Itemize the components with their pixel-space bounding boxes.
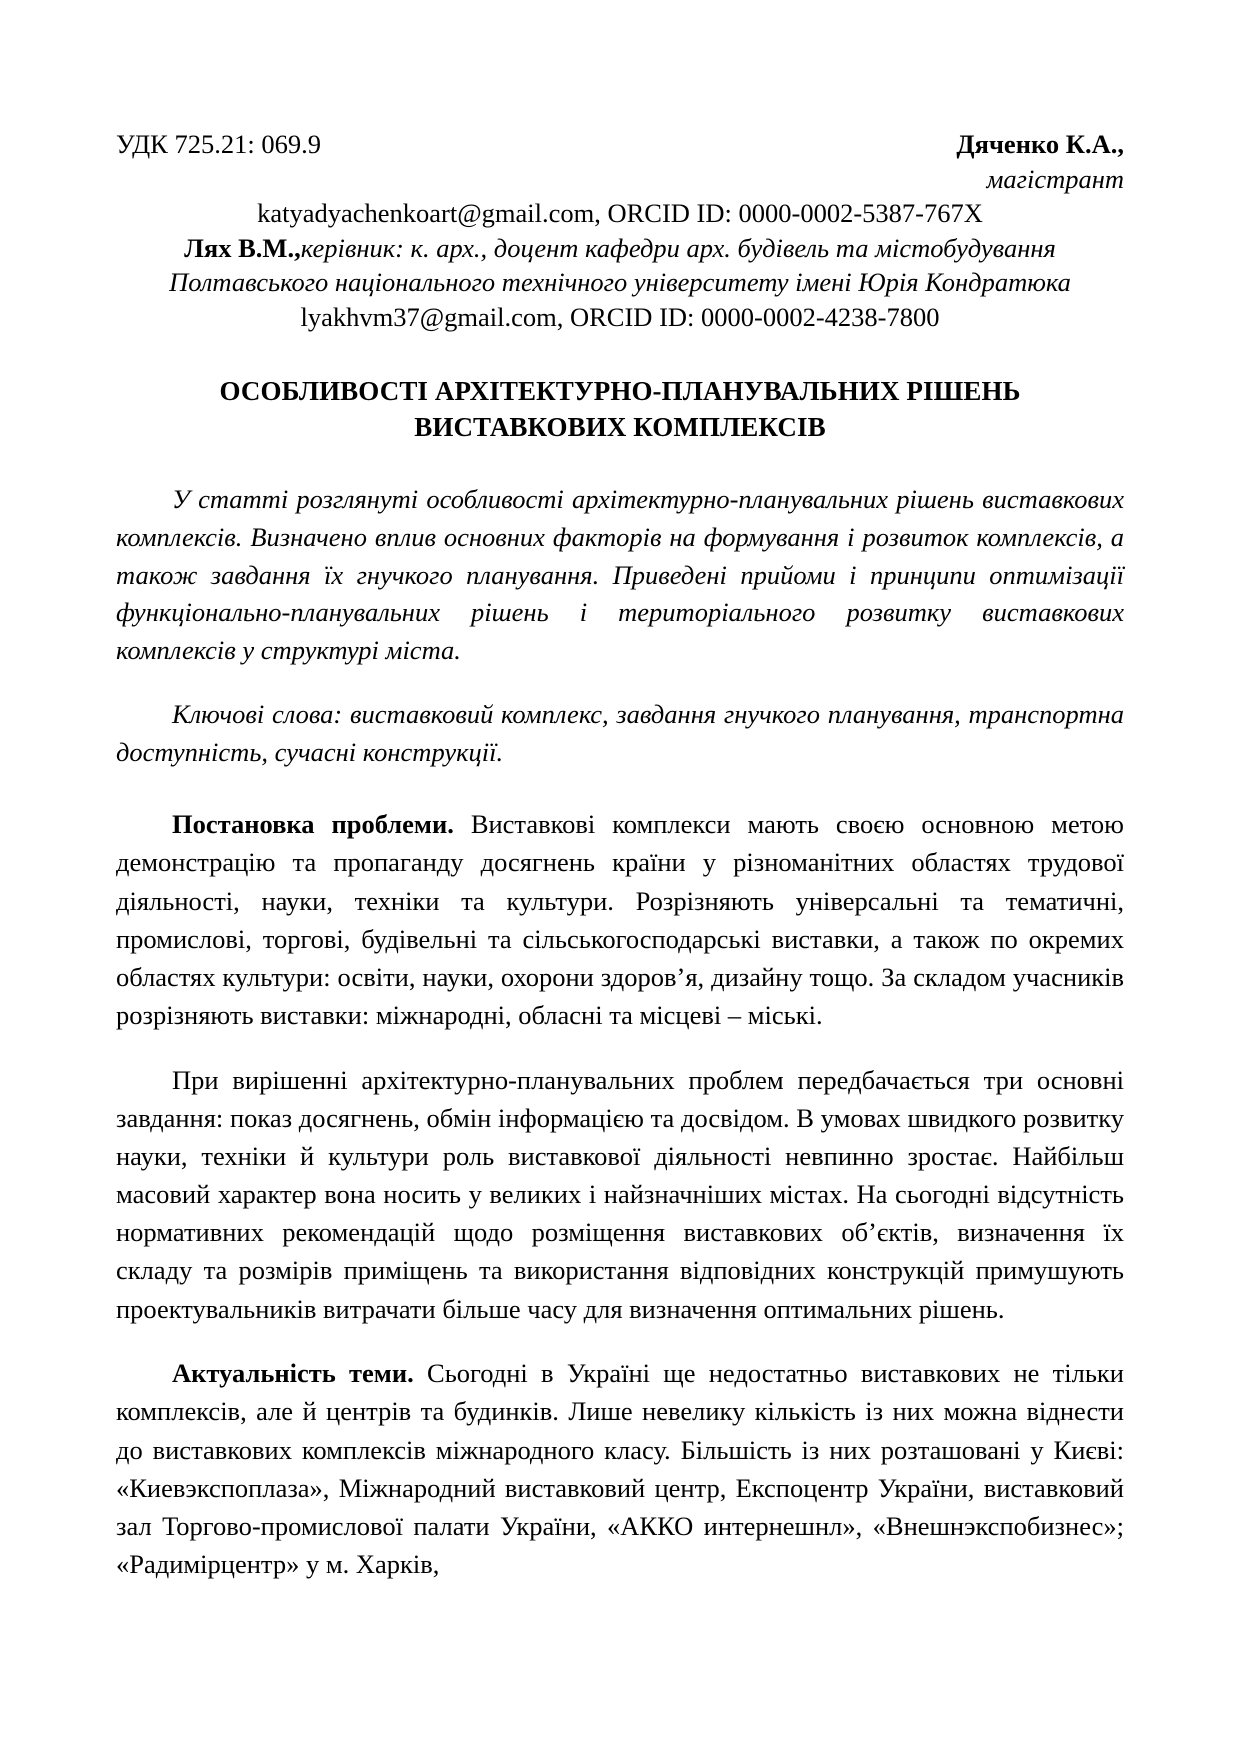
abstract-text: У статті розглянуті особливості архітектурно-планувальних рішень виставкових комплексів. Визначено вплив основних факторів на формування і розвиток комплексів, а також завдання їх гнучкого планування. Приведені прийоми і принципи оптимізації функціонально-планувальних рішень і територіального розвитку виставкових комплексів у структурі міста. [116,484,1124,665]
body-paragraph-1-runin: Постановка проблеми. [172,809,454,840]
supervisor-name: Лях В.М., [184,232,301,263]
body-paragraph-2-text: При вирішенні архітектурно-планувальних проблем передбачається три основні завдання: показ досягнень, обмін інформацією та досвідом. В умовах швидкого розвитку науки, техніки й культури роль виставкової діяльності невпинно зростає. Найбільш масовий характер вона носить у великих і найзначніших містах. На сьогодні відсутність нормативних рекомендацій щодо розміщення виставкових об’єктів, визначення їх складу та розмірів приміщень та використання відповідних конструкцій примушують проектувальників витрачати більше часу для визначення оптимальних рішень. [116,1064,1124,1324]
supervisor-contact: lyakhvm37@gmail.com, ORCID ID: 0000-0002-4238-7800 [300,301,940,332]
supervisor-affiliation: Полтавського національного технічного університету імені Юрія Кондратюка [169,267,1071,298]
title-line-2: ВИСТАВКОВИХ КОМПЛЕКСІВ [414,411,826,442]
body-paragraph-1-text: Виставкові комплекси мають своєю основною метою демонстрацію та пропаганду досягнень країни у різноманітних областях трудової діяльності, науки, техніки та культури. Розрізняють універсальні та тематичні, промислові, торгові, будівельні та сільськогосподарські виставки, а також по окремих областях культури: освіти, науки, охорони здоров’я, дизайну тощо. За складом учасників розрізняють виставки: міжнародні, обласні та місцеві – міські. [116,809,1124,1030]
body-paragraph-3 [116,1354,1124,1583]
page-title [116,374,1124,445]
abstract-keywords [116,696,1124,771]
body-paragraph-3-text: Сьогодні в Україні ще недостатньо виставкових не тільки комплексів, але й центрів та будинків. Лише невелику кількість із них можна віднести до виставкових комплексів міжнародного класу. Більшість із них розташовані у Києві: «Киевэкспоплаза», Міжнародний виставковий центр, Експоцентр України, виставковий зал Торгово-промислової палати України, «АККО интернешнл», «Внешнэкспобизнес»; «Радимірцентр» у м. Харків, [116,1358,1124,1580]
body-paragraph-3-runin: Актуальність теми. [172,1358,414,1389]
title-line-1: ОСОБЛИВОСТІ АРХІТЕКТУРНО-ПЛАНУВАЛЬНИХ РІШЕНЬ [219,376,1021,407]
keywords-label: Ключові слова: [172,698,343,729]
keywords-text: виставковий комплекс, завдання гнучкого планування, транспортна доступність, сучасні конструкції. [116,698,1124,767]
supervisor-line [116,231,1124,265]
header-first-row [116,128,1124,162]
page-content [116,128,1124,1583]
author-contact: katyadyachenkoart@gmail.com, ORCID ID: 0000-0002-5387-767X [257,198,983,229]
author-role: магістрант [986,163,1124,194]
udk-code: УДК 725.21: 069.9 [116,129,321,159]
body-paragraph-1 [116,805,1124,1034]
supervisor-role: керівник: к. арх., доцент кафедри арх. будівель та містобудування [300,232,1056,263]
body-paragraph-2 [116,1061,1124,1328]
author-name: Дяченко К.А., [956,129,1124,159]
